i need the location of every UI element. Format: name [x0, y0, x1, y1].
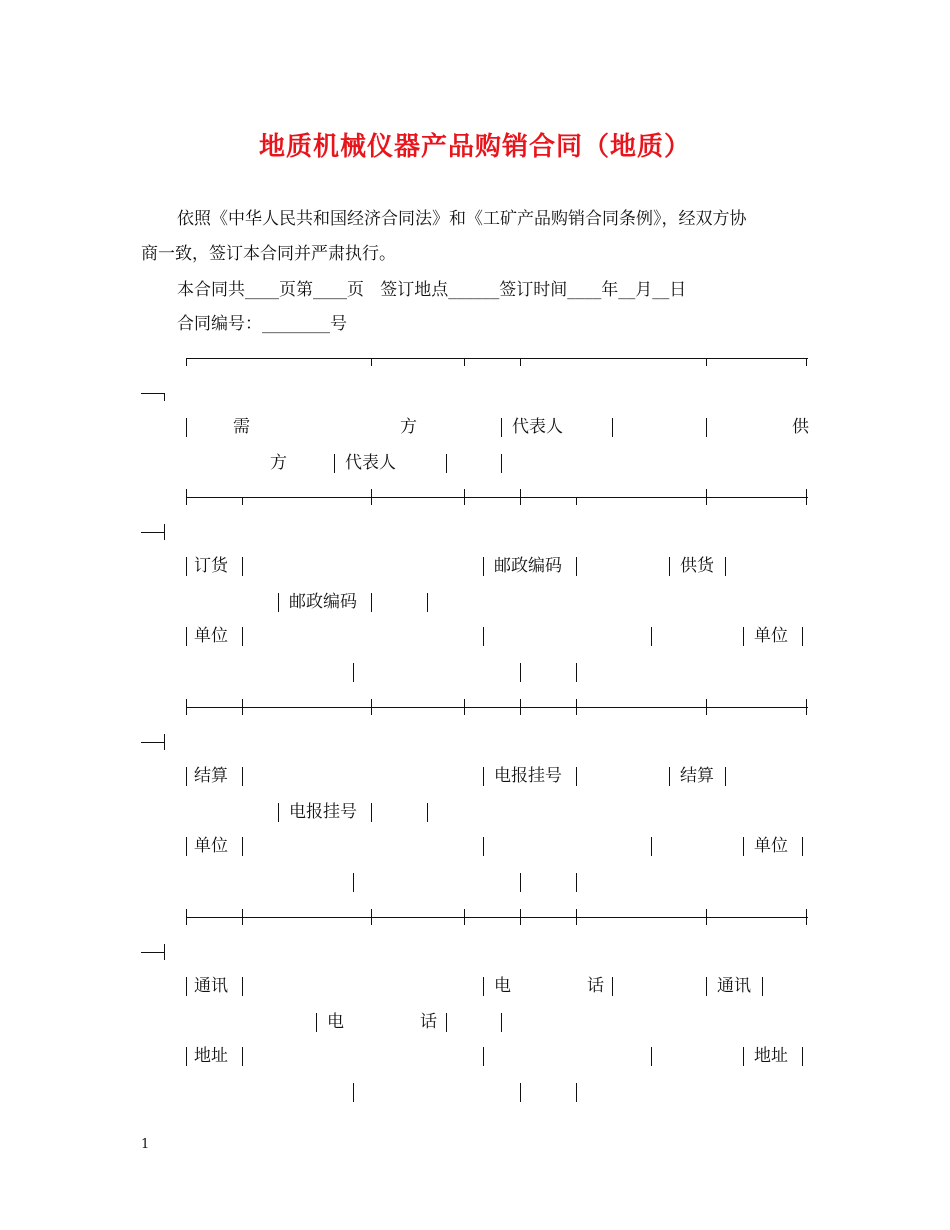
cell-border: [316, 1013, 317, 1032]
cell-border: [725, 557, 726, 576]
table-tick: [576, 909, 577, 925]
table-separator: [186, 917, 808, 918]
table-tick: [242, 909, 243, 925]
cell-border: [186, 627, 187, 646]
table-wrap-border: [141, 952, 165, 953]
cell-border: [353, 1083, 354, 1102]
cell-border: [576, 873, 577, 892]
cell-border: [483, 837, 484, 856]
table-tick: [464, 358, 465, 366]
row1-label-top: 订货: [194, 556, 228, 576]
cell-border: [743, 837, 744, 856]
cell-border: [186, 767, 187, 786]
table-corner: [164, 393, 165, 401]
table-tick: [242, 497, 243, 505]
cell-border: [802, 627, 803, 646]
table-wrap-border: [141, 742, 165, 743]
table-tick: [520, 699, 521, 715]
cell-border: [483, 627, 484, 646]
row3-label-top: 通讯: [194, 976, 228, 996]
document-title: 地质机械仪器产品购销合同（地质）: [258, 132, 691, 162]
header-buyer-b: 方: [400, 417, 417, 437]
cell-border: [353, 663, 354, 682]
table-tick: [164, 524, 165, 540]
table-tick: [464, 699, 465, 715]
header-seller-b: 方: [270, 453, 287, 473]
cell-border: [483, 977, 484, 996]
cell-border: [501, 1013, 502, 1032]
header-seller-a: 供: [792, 417, 809, 437]
cell-border: [520, 663, 521, 682]
table-tick: [706, 909, 707, 925]
cell-border: [353, 873, 354, 892]
cell-border: [242, 977, 243, 996]
cell-border: [651, 1047, 652, 1066]
table-wrap-border: [141, 532, 165, 533]
row1-mid-label: 邮政编码: [494, 556, 562, 576]
table-tick: [520, 358, 521, 366]
table-top-border: [186, 358, 808, 359]
cell-border: [612, 977, 613, 996]
table-separator: [186, 497, 808, 498]
cell-border: [242, 837, 243, 856]
cell-border: [186, 977, 187, 996]
row2-label-top: 结算: [194, 766, 228, 786]
cell-border: [706, 418, 707, 437]
header-rep: 代表人: [512, 417, 563, 437]
cell-border: [501, 418, 502, 437]
table-tick: [706, 489, 707, 505]
cell-border: [483, 1047, 484, 1066]
cell-border: [446, 454, 447, 473]
cell-border: [651, 627, 652, 646]
table-tick: [371, 489, 372, 505]
cell-border: [706, 977, 707, 996]
cell-border: [725, 767, 726, 786]
cell-border: [186, 1047, 187, 1066]
cell-border: [743, 1047, 744, 1066]
cell-border: [576, 557, 577, 576]
table-tick: [576, 699, 577, 715]
cell-border: [743, 627, 744, 646]
intro-line-2: 商一致，签订本合同并严肃执行。: [141, 244, 396, 264]
cell-border: [186, 418, 187, 437]
row3-right-top: 通讯: [717, 976, 751, 996]
header-rep-2: 代表人: [345, 453, 396, 473]
row3-right-bottom: 地址: [754, 1046, 788, 1066]
table-tick: [464, 909, 465, 925]
cell-border: [242, 557, 243, 576]
table-tick: [706, 358, 707, 366]
header-buyer-a: 需: [233, 417, 250, 437]
cell-border: [242, 1047, 243, 1066]
cell-border: [802, 837, 803, 856]
table-tick: [520, 489, 521, 505]
table-tick: [371, 909, 372, 925]
table-tick: [164, 734, 165, 750]
row1-right-top: 供货: [680, 556, 714, 576]
table-tick: [242, 699, 243, 715]
cell-border: [576, 663, 577, 682]
table-separator: [186, 707, 808, 708]
row1-right-bottom: 单位: [754, 626, 788, 646]
contract-number: 合同编号：________号: [177, 314, 347, 334]
cell-border: [371, 803, 372, 822]
cell-border: [427, 803, 428, 822]
row3-mid-a: 电: [494, 976, 511, 996]
cell-border: [576, 767, 577, 786]
intro-line-1: 依照《中华人民共和国经济合同法》和《工矿产品购销合同条例》，经双方协: [177, 209, 747, 229]
cell-border: [802, 1047, 803, 1066]
row2-mid2-label: 电报挂号: [289, 802, 357, 822]
cell-border: [576, 1083, 577, 1102]
table-tick: [806, 358, 807, 366]
table-tick: [164, 944, 165, 960]
cell-border: [278, 593, 279, 612]
cell-border: [371, 593, 372, 612]
table-tick: [371, 699, 372, 715]
table-tick: [706, 699, 707, 715]
row3-mid2-b: 话: [420, 1012, 437, 1032]
row2-right-top: 结算: [680, 766, 714, 786]
cell-border: [446, 1013, 447, 1032]
cell-border: [186, 557, 187, 576]
table-tick: [186, 699, 187, 715]
table-tick: [520, 909, 521, 925]
row1-label-bottom: 单位: [194, 626, 228, 646]
row2-label-bottom: 单位: [194, 836, 228, 856]
cell-border: [651, 837, 652, 856]
cell-border: [186, 837, 187, 856]
table-tick: [806, 909, 807, 925]
cell-border: [334, 454, 335, 473]
table-tick: [576, 497, 577, 505]
cell-border: [483, 767, 484, 786]
cell-border: [520, 1083, 521, 1102]
table-tick: [806, 489, 807, 505]
table-tick: [806, 699, 807, 715]
row2-mid-label: 电报挂号: [494, 766, 562, 786]
cell-border: [669, 767, 670, 786]
row3-mid2-a: 电: [327, 1012, 344, 1032]
cell-border: [242, 767, 243, 786]
cell-border: [612, 418, 613, 437]
row2-right-bottom: 单位: [754, 836, 788, 856]
cell-border: [669, 557, 670, 576]
meta-line: 本合同共____页第____页 签订地点______签订时间____年__月__日: [177, 280, 687, 300]
cell-border: [242, 627, 243, 646]
cell-border: [427, 593, 428, 612]
table-wrap-border: [141, 393, 165, 394]
table-tick: [186, 909, 187, 925]
table-tick: [464, 489, 465, 505]
table-tick: [371, 358, 372, 366]
row3-label-bottom: 地址: [194, 1046, 228, 1066]
cell-border: [501, 454, 502, 473]
cell-border: [762, 977, 763, 996]
row1-mid2-label: 邮政编码: [289, 592, 357, 612]
page-number: 1: [141, 1137, 150, 1152]
cell-border: [483, 557, 484, 576]
table-tick: [186, 489, 187, 505]
table-corner: [186, 358, 187, 366]
cell-border: [278, 803, 279, 822]
cell-border: [520, 873, 521, 892]
row3-mid-b: 话: [587, 976, 604, 996]
